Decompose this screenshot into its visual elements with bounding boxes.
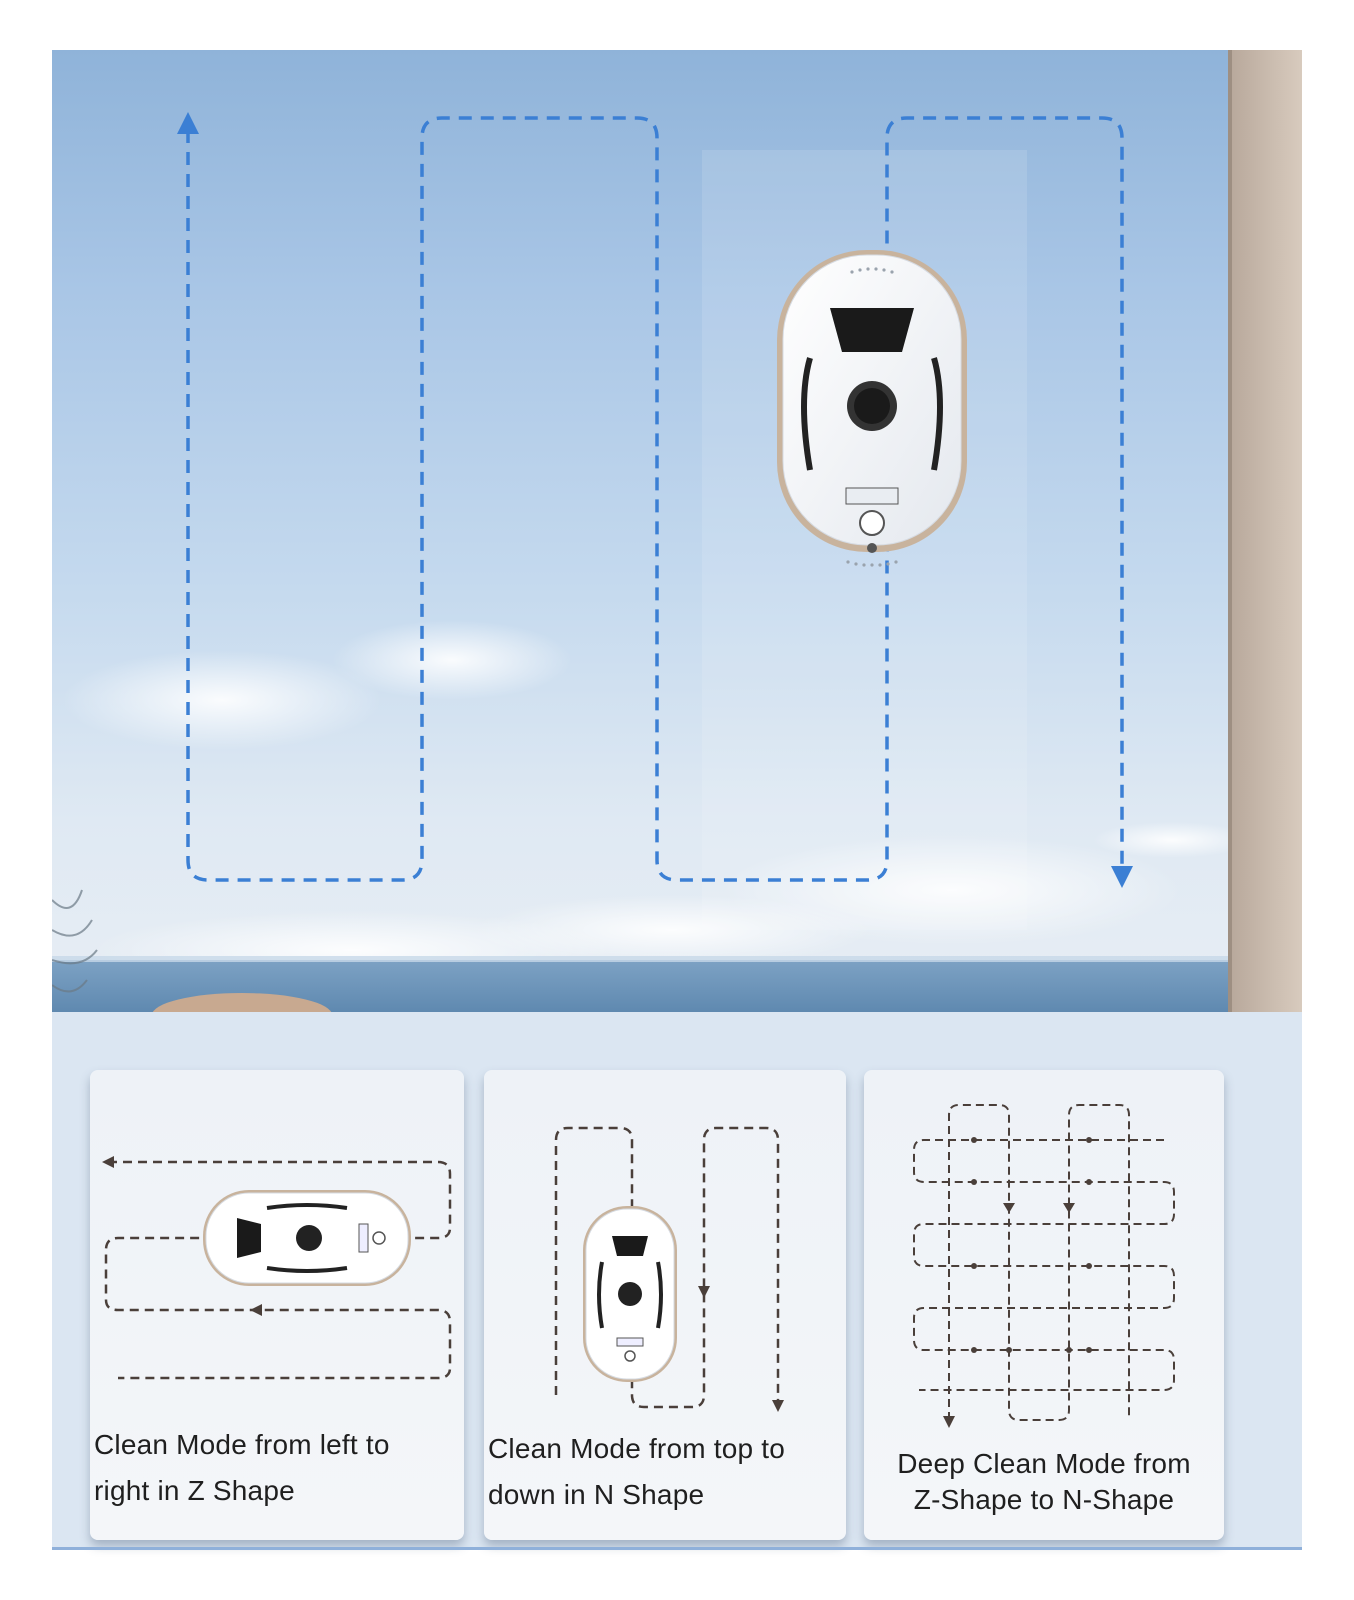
- arrow-down-icon: [698, 1286, 710, 1298]
- caption-line-2: Z-Shape to N-Shape: [913, 1484, 1175, 1515]
- mode-caption: [488, 1426, 846, 1518]
- clouds: [62, 620, 1252, 990]
- arrow-up-icon: [177, 112, 199, 134]
- hero-window-scene: [52, 50, 1302, 1012]
- arrow-down-icon: [772, 1400, 784, 1412]
- caption-line-1: Clean Mode from left to: [94, 1429, 390, 1460]
- arrow-left-icon: [250, 1304, 262, 1316]
- robot-icon: [583, 1206, 677, 1382]
- mode-card-z-shape: [90, 1070, 464, 1540]
- product-image-frame: [52, 50, 1302, 1550]
- arrow-down-icon: [1003, 1203, 1015, 1213]
- robot-icon: [203, 1190, 411, 1286]
- caption-line-2: down in N Shape: [488, 1479, 705, 1510]
- caption-line-2: right in Z Shape: [94, 1475, 295, 1506]
- window-frame: [1228, 50, 1302, 1012]
- bottom-accent-line: [52, 1547, 1302, 1550]
- mode-caption: [94, 1422, 464, 1514]
- hero-illustration: [52, 50, 1302, 1012]
- robot-icon: [777, 250, 967, 567]
- intersection-dots: [971, 1137, 1092, 1353]
- arrow-left-icon: [102, 1156, 114, 1168]
- mode-card-deep-clean: [864, 1070, 1224, 1540]
- arrow-down-icon: [1063, 1203, 1075, 1213]
- arrow-down-icon: [943, 1416, 955, 1428]
- n-path-layer: [949, 1105, 1129, 1420]
- mode-card-n-shape: [484, 1070, 846, 1540]
- modes-panel: [52, 1012, 1302, 1550]
- caption-line-1: Clean Mode from top to: [488, 1433, 785, 1464]
- caption-line-1: Deep Clean Mode from: [897, 1448, 1191, 1479]
- z-path-layer: [914, 1140, 1174, 1390]
- mode-caption: [864, 1446, 1224, 1518]
